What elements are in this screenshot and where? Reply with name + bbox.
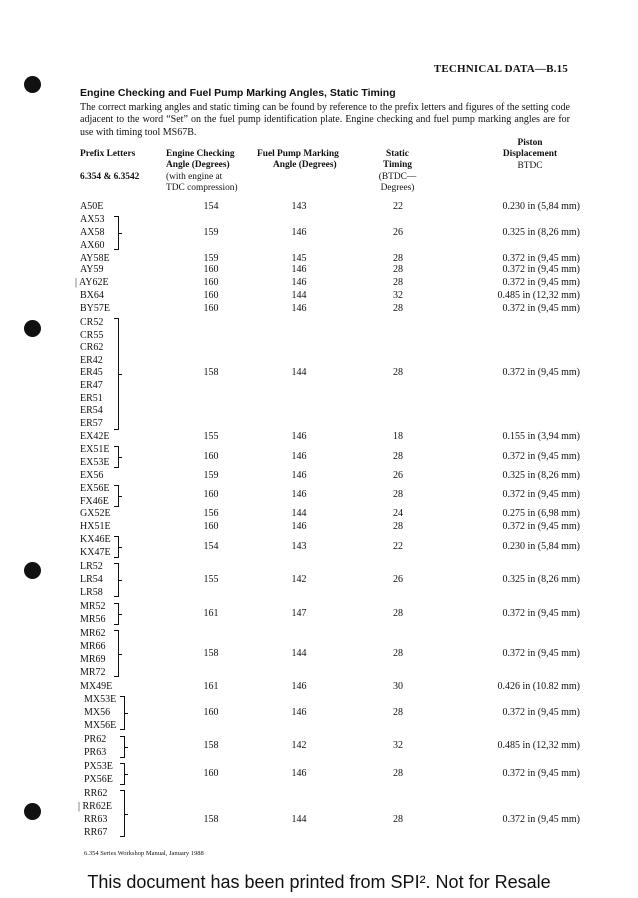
group-brace	[124, 736, 125, 758]
row-st: 28	[393, 608, 403, 619]
row-fpm: 146	[291, 707, 307, 718]
group-brace	[118, 630, 119, 677]
prefix-mx49e: MX49E	[80, 681, 113, 692]
prefix-mx56: MX56	[84, 707, 111, 718]
row-fpm: 142	[291, 740, 307, 751]
row-fpm: 144	[291, 648, 307, 659]
row-pd: 0.372 in (9,45 mm)	[502, 253, 580, 264]
row-fpm: 146	[291, 264, 307, 275]
row-eca: 160	[203, 303, 219, 314]
prefix-mr72: MR72	[80, 667, 106, 678]
row-pd: 0.372 in (9,45 mm)	[502, 264, 580, 275]
row-eca: 155	[203, 574, 219, 585]
prefix-lr52: LR52	[80, 561, 103, 572]
row-pd: 0.485 in (12,32 mm)	[497, 290, 580, 301]
row-eca: 161	[203, 608, 219, 619]
group-brace	[118, 318, 119, 430]
row-st: 28	[393, 768, 403, 779]
binder-hole	[24, 320, 41, 337]
row-fpm: 142	[291, 574, 307, 585]
row-pd: 0.372 in (9,45 mm)	[502, 814, 580, 825]
row-eca: 154	[203, 541, 219, 552]
group-brace	[118, 563, 119, 597]
row-pd: 0.372 in (9,45 mm)	[502, 608, 580, 619]
prefix-er54: ER54	[80, 405, 103, 416]
prefix-er47: ER47	[80, 380, 103, 391]
prefix-ax60: AX60	[80, 240, 105, 251]
prefix-ex56e: EX56E	[80, 483, 110, 494]
row-pd: 0.485 in (12,32 mm)	[497, 740, 580, 751]
prefix-ax58: AX58	[80, 227, 105, 238]
table-header-fuel-pump: Fuel Pump Marking Angle (Degrees)	[257, 149, 339, 171]
prefix-px53e: PX53E	[84, 761, 113, 772]
row-eca: 160	[203, 489, 219, 500]
prefix-by57e: BY57E	[80, 303, 110, 314]
prefix-er51: ER51	[80, 393, 103, 404]
row-fpm: 146	[291, 431, 307, 442]
prefix-rr67: RR67	[84, 827, 108, 838]
page-header: TECHNICAL DATA—B.15	[433, 63, 568, 75]
row-eca: 160	[203, 290, 219, 301]
prefix-lr54: LR54	[80, 574, 103, 585]
row-eca: 158	[203, 367, 219, 378]
prefix-rr63: RR63	[84, 814, 108, 825]
row-pd: 0.155 in (3,94 mm)	[502, 431, 580, 442]
row-fpm: 144	[291, 290, 307, 301]
row-eca: 160	[203, 264, 219, 275]
row-st: 24	[393, 508, 403, 519]
row-fpm: 146	[291, 489, 307, 500]
row-st: 22	[393, 201, 403, 212]
row-pd: 0.275 in (6,98 mm)	[502, 508, 580, 519]
row-eca: 160	[203, 277, 219, 288]
prefix-er42: ER42	[80, 355, 103, 366]
prefix-hx51e: HX51E	[80, 521, 111, 532]
row-fpm: 144	[291, 814, 307, 825]
table-header-prefix: Prefix Letters 6.354 & 6.3542	[80, 149, 140, 182]
group-brace	[118, 536, 119, 558]
row-st: 28	[393, 489, 403, 500]
prefix-cr62: CR62	[80, 342, 104, 353]
prefix-cr52: CR52	[80, 317, 104, 328]
binder-hole	[24, 562, 41, 579]
group-brace	[118, 603, 119, 625]
row-eca: 158	[203, 740, 219, 751]
section-title: Engine Checking and Fuel Pump Marking Angles, Static Timing	[80, 87, 396, 99]
row-eca: 158	[203, 648, 219, 659]
row-fpm: 146	[291, 303, 307, 314]
row-pd: 0.372 in (9,45 mm)	[502, 648, 580, 659]
row-eca: 161	[203, 681, 219, 692]
row-fpm: 146	[291, 451, 307, 462]
row-eca: 160	[203, 451, 219, 462]
row-fpm: 146	[291, 227, 307, 238]
table-header-static-timing: Static Timing (BTDC— Degrees)	[378, 149, 417, 194]
prefix-rr62: RR62	[84, 788, 108, 799]
row-eca: 155	[203, 431, 219, 442]
prefix-pr63: PR63	[84, 747, 107, 758]
intro-paragraph: The correct marking angles and static timing can be found by reference to the prefix letters and figures of the setting code adjacent to the word “Set” on the fuel pump identification plate. Engine checking and fuel pump marking angles are for use with timing tool MS67B.	[80, 102, 570, 138]
prefix-ex53e: EX53E	[80, 457, 110, 468]
row-st: 18	[393, 431, 403, 442]
row-st: 22	[393, 541, 403, 552]
prefix-mr52: MR52	[80, 601, 106, 612]
prefix-mr62: MR62	[80, 628, 106, 639]
resale-notice: This document has been printed from SPI². Not for Resale	[87, 872, 551, 892]
row-st: 28	[393, 303, 403, 314]
row-fpm: 145	[291, 253, 307, 264]
row-pd: 0.372 in (9,45 mm)	[502, 277, 580, 288]
prefix-mr56: MR56	[80, 614, 106, 625]
row-pd: 0.372 in (9,45 mm)	[502, 367, 580, 378]
row-pd: 0.230 in (5,84 mm)	[502, 541, 580, 552]
row-eca: 159	[203, 470, 219, 481]
row-eca: 159	[203, 227, 219, 238]
row-eca: 160	[203, 768, 219, 779]
row-pd: 0.372 in (9,45 mm)	[502, 768, 580, 779]
row-st: 32	[393, 740, 403, 751]
row-fpm: 144	[291, 508, 307, 519]
row-eca: 158	[203, 814, 219, 825]
prefix-mx53e: MX53E	[84, 694, 117, 705]
row-st: 28	[393, 521, 403, 532]
prefix-ex42e: EX42E	[80, 431, 110, 442]
row-eca: 159	[203, 253, 219, 264]
group-brace	[118, 485, 119, 507]
row-st: 28	[393, 367, 403, 378]
prefix-fx46e: FX46E	[80, 496, 109, 507]
group-brace	[124, 696, 125, 730]
row-fpm: 147	[291, 608, 307, 619]
row-fpm: 146	[291, 470, 307, 481]
row-eca: 160	[203, 521, 219, 532]
row-st: 26	[393, 470, 403, 481]
row-st: 28	[393, 277, 403, 288]
row-eca: 160	[203, 707, 219, 718]
row-eca: 154	[203, 201, 219, 212]
row-pd: 0.230 in (5,84 mm)	[502, 201, 580, 212]
row-fpm: 144	[291, 367, 307, 378]
row-st: 26	[393, 574, 403, 585]
group-brace	[124, 763, 125, 785]
prefix-er45: ER45	[80, 367, 103, 378]
table-header-piston-displacement: Piston Displacement BTDC	[502, 138, 558, 171]
row-fpm: 146	[291, 277, 307, 288]
prefix-lr58: LR58	[80, 587, 103, 598]
prefix-ex56: EX56	[80, 470, 104, 481]
table-header-engine-checking: Engine Checking Angle (Degrees) (with engine at TDC compression)	[166, 149, 238, 194]
row-fpm: 146	[291, 681, 307, 692]
row-st: 32	[393, 290, 403, 301]
group-brace	[118, 446, 119, 468]
row-pd: 0.325 in (8,26 mm)	[502, 227, 580, 238]
row-pd: 0.372 in (9,45 mm)	[502, 451, 580, 462]
prefix-cr55: CR55	[80, 330, 104, 341]
row-pd: 0.426 in (10.82 mm)	[497, 681, 580, 692]
prefix-ay58e: AY58E	[80, 253, 110, 264]
prefix-mr69: MR69	[80, 654, 106, 665]
prefix-kx47e: KX47E	[80, 547, 111, 558]
prefix-rr62e: | RR62E	[78, 801, 112, 812]
prefix-a50e: A50E	[80, 201, 104, 212]
row-fpm: 143	[291, 201, 307, 212]
row-pd: 0.325 in (8,26 mm)	[502, 470, 580, 481]
group-brace	[124, 790, 125, 837]
prefix-er57: ER57	[80, 418, 103, 429]
row-st: 26	[393, 227, 403, 238]
prefix-kx46e: KX46E	[80, 534, 111, 545]
prefix-ay62e: | AY62E	[75, 277, 109, 288]
row-st: 28	[393, 451, 403, 462]
prefix-gx52e: GX52E	[80, 508, 111, 519]
row-fpm: 146	[291, 768, 307, 779]
prefix-bx64: BX64	[80, 290, 104, 301]
row-st: 30	[393, 681, 403, 692]
row-pd: 0.372 in (9,45 mm)	[502, 303, 580, 314]
prefix-mr66: MR66	[80, 641, 106, 652]
prefix-mx56e: MX56E	[84, 720, 117, 731]
row-pd: 0.372 in (9,45 mm)	[502, 521, 580, 532]
manual-footer: 6.354 Series Workshop Manual, January 1988	[84, 850, 204, 857]
row-st: 28	[393, 707, 403, 718]
row-st: 28	[393, 264, 403, 275]
row-st: 28	[393, 648, 403, 659]
row-pd: 0.325 in (8,26 mm)	[502, 574, 580, 585]
prefix-px56e: PX56E	[84, 774, 113, 785]
row-eca: 156	[203, 508, 219, 519]
row-fpm: 143	[291, 541, 307, 552]
prefix-ay59: AY59	[80, 264, 104, 275]
row-st: 28	[393, 814, 403, 825]
prefix-ex51e: EX51E	[80, 444, 110, 455]
row-fpm: 146	[291, 521, 307, 532]
row-pd: 0.372 in (9,45 mm)	[502, 707, 580, 718]
prefix-ax53: AX53	[80, 214, 105, 225]
prefix-pr62: PR62	[84, 734, 107, 745]
binder-hole	[24, 76, 41, 93]
binder-hole	[24, 803, 41, 820]
row-st: 28	[393, 253, 403, 264]
row-pd: 0.372 in (9,45 mm)	[502, 489, 580, 500]
group-brace	[118, 216, 119, 250]
